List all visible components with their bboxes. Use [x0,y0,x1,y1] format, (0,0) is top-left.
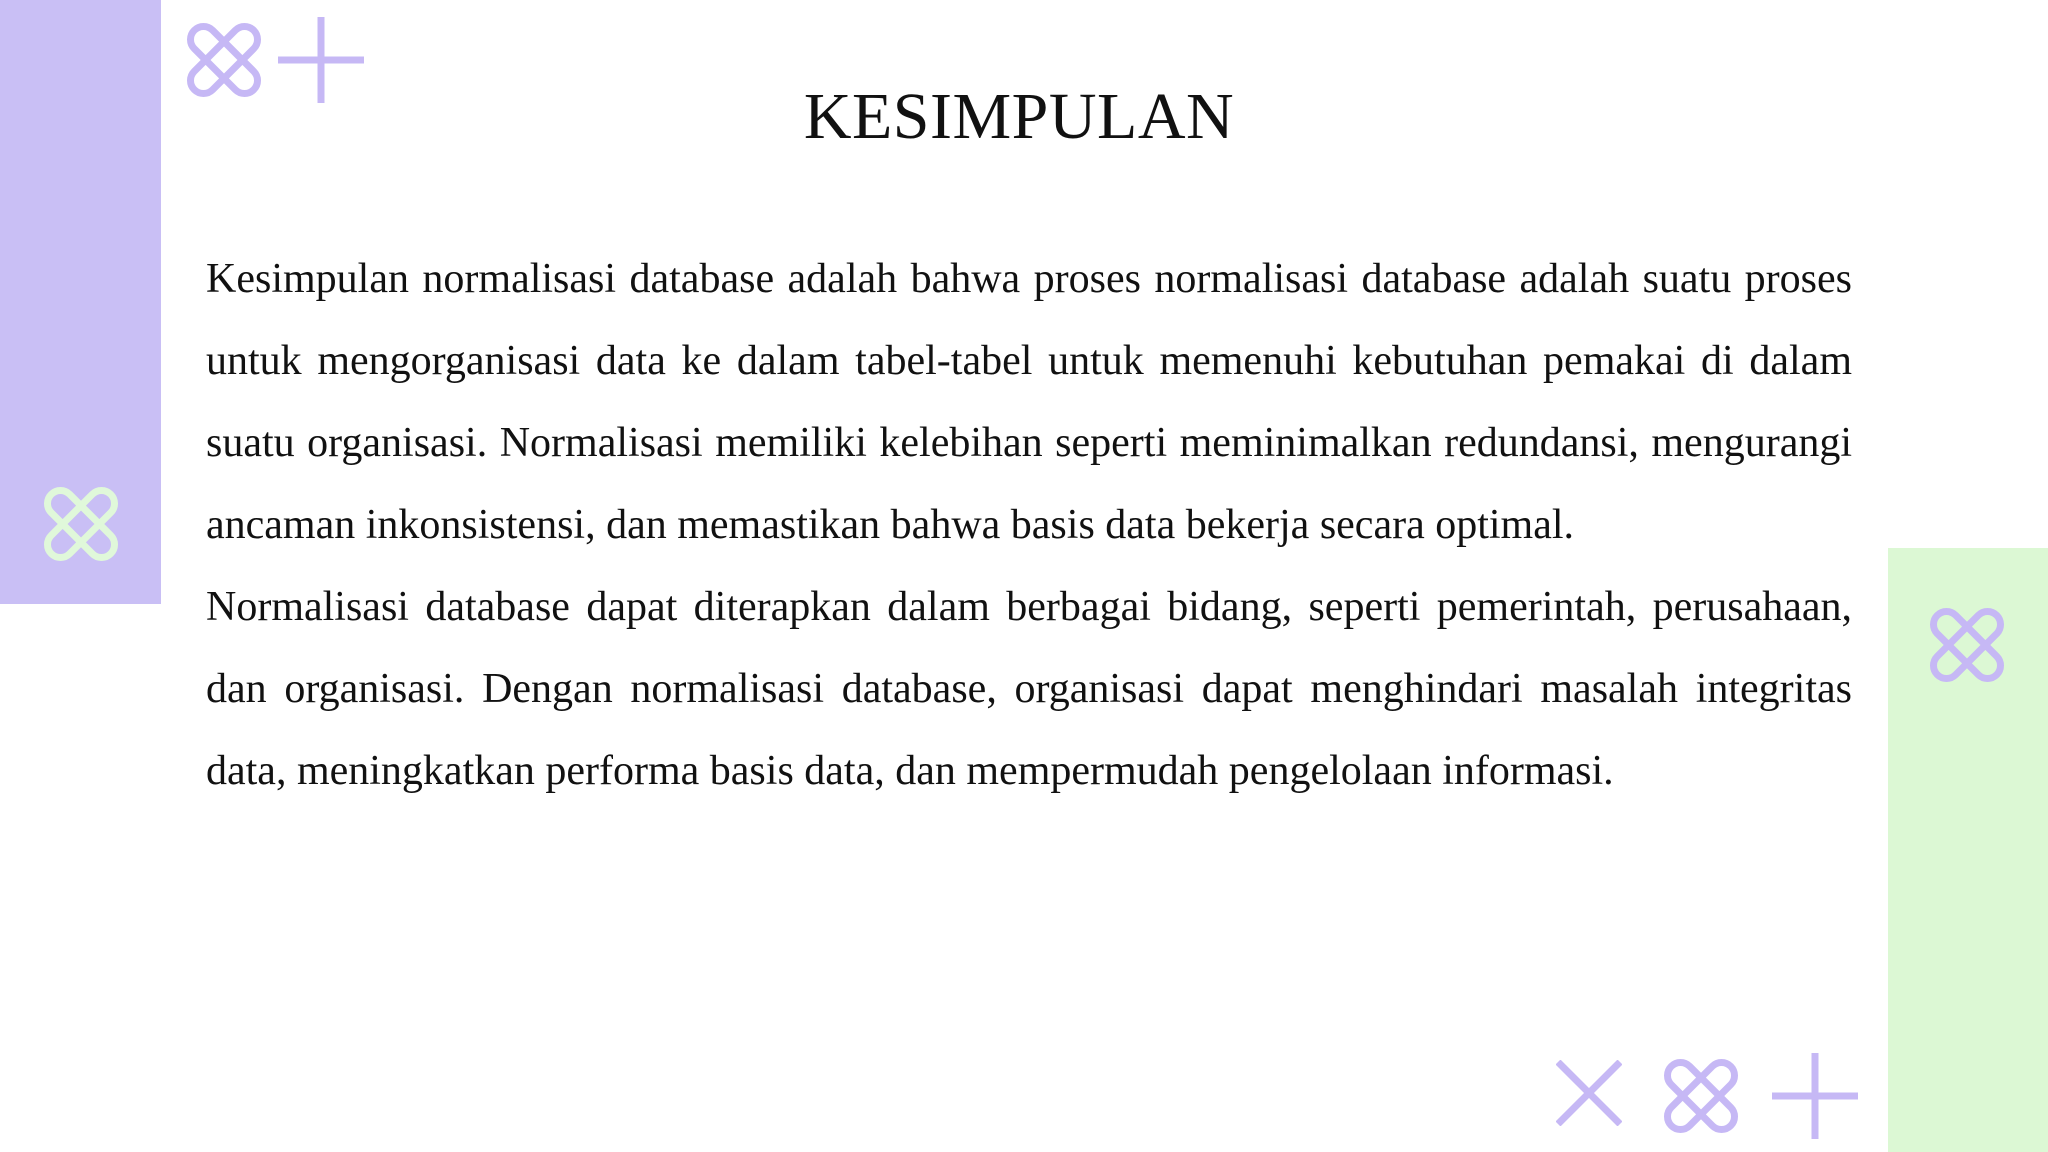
slide-title: KESIMPULAN [803,80,1235,153]
paragraph: Kesimpulan normalisasi database adalah bahwa proses normalisasi database adalah suatu proses untuk mengorganisasi data ke dalam tabel-tabel untuk memenuhi kebutuhan pemakai di dalam suatu organisasi. Normalisasi memiliki kelebihan seperti meminimalkan redundansi, mengurangi ancaman inkonsistensi, dan memastikan bahwa basis data bekerja secara optimal. [206,256,1852,548]
slide-body [206,238,1852,812]
plus-icon [1772,1053,1858,1139]
loop-x-icon [1924,602,2010,688]
paragraph: Normalisasi database dapat diterapkan dalam berbagai bidang, seperti pemerintah, perusahaan, dan organisasi. Dengan normalisasi database, organisasi dapat menghindari masalah integritas data, meningkatkan performa basis data, dan mempermudah pengelolaan informasi. [206,584,1852,794]
x-icon [1556,1060,1622,1126]
loop-x-icon [38,481,124,567]
loop-x-icon [1658,1053,1744,1139]
